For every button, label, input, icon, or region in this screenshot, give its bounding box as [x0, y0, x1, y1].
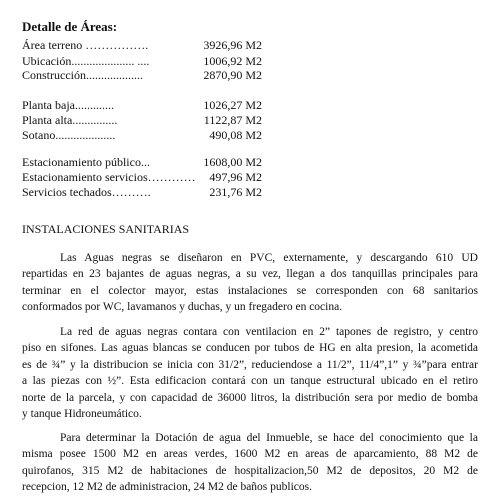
area-label: Planta baja............. — [22, 98, 114, 112]
area-label: Servicios techados………. — [22, 185, 151, 199]
paragraph-line: repartidas en 23 bajantes de aguas negras, a su vez, llegan a dos tanquillas principales para — [22, 268, 478, 281]
area-label: Estacionamiento servicios………… — [22, 170, 196, 184]
area-label: Área terreno ……………. — [22, 38, 149, 52]
area-value: 1026,27 M2 — [203, 98, 262, 112]
area-value: 231,76 M2 — [209, 185, 262, 199]
paragraph-line: terminar en el colector mayor, estas instalaciones se corresponden con 68 sanitarios — [22, 284, 478, 297]
paragraph-line: piso en sifones. Las aguas blancas se conducen por tubos de HG en alta presion, la acometida — [22, 342, 478, 355]
area-label: Sotano.................... — [22, 128, 116, 142]
paragraph-dotacion-agua — [22, 430, 478, 496]
area-value: 1608,00 M2 — [203, 155, 262, 169]
paragraph-line: Las Aguas negras se diseñaron en PVC, externamente, y descargando 610 UD — [60, 252, 478, 264]
area-value: 497,96 M2 — [209, 170, 262, 184]
paragraph-line: recepcion, 12 M2 de administracion, 24 M2 de baños publicos. — [22, 481, 312, 494]
area-label: Estacionamiento público... — [22, 155, 150, 169]
paragraph-line: y tanque Hidroneumático. — [22, 408, 142, 421]
area-value: 2870,90 M2 — [203, 68, 262, 82]
area-value: 1122,87 M2 — [203, 113, 262, 127]
areas-heading: Detalle de Áreas: — [22, 19, 118, 34]
area-value: 490,08 M2 — [209, 128, 262, 142]
area-label: Construcción................... — [22, 68, 143, 82]
paragraph-red-aguas — [22, 324, 478, 422]
area-label: Planta alta............... — [22, 113, 118, 127]
area-value: 1006,92 M2 — [203, 54, 262, 68]
paragraph-line: misma posee 1500 M2 en areas verdes, 1600 M2 en areas de aparcamiento, 88 M2 de — [22, 448, 478, 461]
area-value: 3926,96 M2 — [203, 38, 262, 52]
paragraph-line: La red de aguas negras contara con ventilacion en 2” tapones de registro, y centro — [60, 326, 478, 338]
paragraph-line: conformados por WC, lavamanos y duchas, y un fregadero en cocina. — [22, 301, 343, 314]
section-title: INSTALACIONES SANITARIAS — [22, 222, 190, 236]
paragraph-line: quirofanos, 315 M2 de habitaciones de hospitalizacion,50 M2 de depositos, 20 M2 de — [22, 464, 478, 477]
paragraph-line: a las piezas con ½”. Esta edificacion contará con un tanque estructural ubicado en el retiro — [22, 375, 478, 388]
paragraph-aguas-negras — [22, 250, 478, 316]
paragraph-line: Para determinar la Dotación de agua del Inmueble, se hace del conocimiento que la — [60, 432, 478, 444]
paragraph-line: es de ¾” y la distribucion se inicia con 31/2”, reduciendose a 11/2”, 11/4”,1” y ¾”para entrar — [22, 358, 478, 371]
area-label: Ubicación..................... .... — [22, 54, 150, 68]
paragraph-line: norte de la parcela, y con capacidad de 36000 litros, la distribución sera por medio de bomba — [22, 391, 478, 404]
